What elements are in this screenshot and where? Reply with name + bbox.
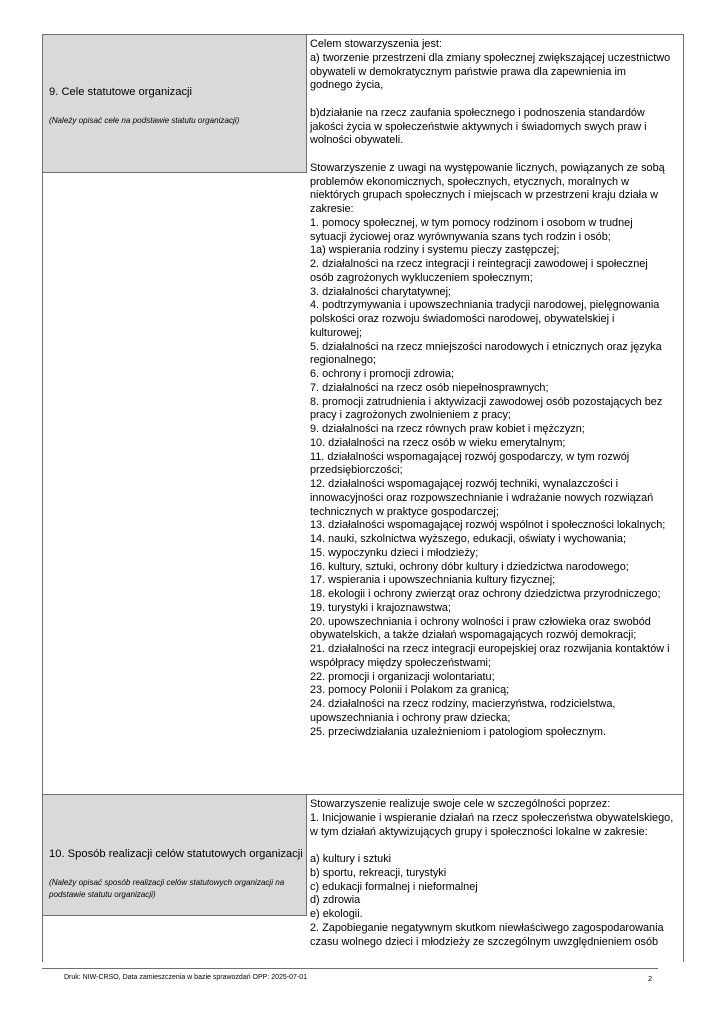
section-9-text: [310, 38, 681, 739]
text-line: 16. kultury, sztuki, ochrony dóbr kultury i dziedzictwa narodowego;: [310, 560, 629, 573]
text-line: d) zdrowia: [310, 894, 361, 907]
text-line: 19. turystyki i krajoznawstwa;: [310, 601, 452, 614]
text-line: pracy i zagrożonych zwolnieniem z pracy;: [310, 409, 511, 422]
section-9-hint: (Należy opisać cele na podstawie statutu organizacji): [49, 116, 240, 125]
text-line: sytuacji życiowej oraz wyrównywania szans tych rodzin i osób;: [310, 230, 611, 243]
text-line: innowacyjności oraz rozpowszechnianie i wdrażanie nowych rozwiązań: [310, 491, 654, 504]
text-line: 2. Zapobieganie negatywnym skutkom niewłaściwego zagospodarowania: [310, 921, 664, 934]
section-9-content-cell: [307, 34, 684, 794]
text-line: czasu wolnego dzieci i młodzieży ze szczególnym uwzględnieniem osób: [310, 935, 659, 948]
section-9-row: [42, 34, 684, 794]
text-line: 10. działalności na rzecz osób w wieku emerytalnym;: [310, 436, 566, 449]
text-line: 15. wypoczynku dzieci i młodzieży;: [310, 546, 479, 559]
text-line: e) ekologii.: [310, 908, 363, 920]
text-line: c) edukacji formalnej i nieformalnej: [310, 880, 478, 893]
section-9-title: 9. Cele statutowe organizacji: [49, 86, 193, 98]
text-line: a) tworzenie przestrzeni dla zmiany społecznej zwiększającej uczestnictwo: [310, 51, 671, 64]
text-line: 5. działalności na rzecz mniejszości narodowych i etnicznych oraz języka: [310, 340, 662, 353]
text-line: b) sportu, rekreacji, turystyki: [310, 866, 447, 879]
text-line: godnego życia,: [310, 79, 384, 92]
text-line: b)działanie na rzecz zaufania społecznego i podnoszenia standardów: [310, 106, 645, 119]
text-line: 18. ekologii i ochrony zwierząt oraz ochrony dziedzictwa przyrodniczego;: [310, 588, 661, 600]
text-line: 13. działalności wspomagającej rozwój wspólnot i społeczności lokalnych;: [310, 519, 666, 532]
text-line: 9. działalności na rzecz równych praw kobiet i mężczyzn;: [310, 423, 585, 435]
text-line: polskości oraz rozwoju świadomości narodowej, obywatelskiej i: [310, 313, 615, 325]
text-line: współpracy między społeczeństwami;: [310, 656, 491, 669]
text-line: 11. działalności wspomagającej rozwój gospodarczy, w tym rozwój: [310, 450, 630, 463]
text-line: a) kultury i sztuki: [310, 853, 392, 865]
text-line: 1. pomocy społecznej, w tym pomocy rodzinom i osobom w trudnej: [310, 216, 633, 229]
text-line: 17. wspierania i upowszechniania kultury fizycznej;: [310, 574, 556, 587]
text-line: 14. nauki, szkolnictwa wyższego, edukacji, oświaty i wychowania;: [310, 533, 626, 545]
text-line: 25. przeciwdziałania uzależnieniom i patologiom społecznym.: [310, 725, 607, 738]
section-9-label-cell: [42, 34, 307, 173]
text-line: technicznych w praktyce gospodarczej;: [310, 505, 499, 518]
section-10-text: [310, 798, 681, 949]
text-line: obywateli w demokratycznym państwie prawa dla zapewnienia im: [310, 65, 626, 78]
text-line: 1a) wspierania rodziny i systemu pieczy zastępczej;: [310, 244, 560, 257]
text-line: 7. działalności na rzecz osób niepełnosprawnych;: [310, 381, 549, 394]
text-line: Stowarzyszenie z uwagi na występowanie licznych, powiązanych ze sobą: [310, 161, 665, 174]
section-10-content-cell: [307, 794, 684, 962]
section-10-label-cell: [42, 794, 307, 916]
text-line: 23. pomocy Polonii i Polakom za granicą;: [310, 684, 510, 697]
text-line: osób zagrożonych wykluczeniem społecznym;: [310, 271, 533, 284]
section-10-hint: (Należy opisać sposób realizacji celów statutowych organizacji na podstawie statutu organizacji): [49, 878, 285, 899]
text-line: przedsiębiorczości;: [310, 464, 403, 477]
text-line: 22. promocji i organizacji wolontariatu;: [310, 670, 495, 683]
blank-line: [310, 839, 681, 853]
blank-line: [310, 148, 681, 162]
text-line: w tym działań aktywizujących grupy i społeczności lokalne w zakresie:: [310, 825, 648, 838]
page-number: 2: [648, 974, 653, 983]
text-line: 20. upowszechniania i ochrony wolności i praw człowieka oraz swobód: [310, 615, 651, 628]
text-line: 8. promocji zatrudnienia i aktywizacji zawodowej osób pozostających bez: [310, 395, 663, 408]
text-line: wolności obywateli.: [310, 134, 404, 147]
text-line: 1. Inicjowanie i wspieranie działań na rzecz społeczeństwa obywatelskiego,: [310, 811, 674, 824]
text-line: regionalnego;: [310, 354, 377, 367]
blank-line: [310, 93, 681, 107]
text-line: upowszechniania i ochrony praw dziecka;: [310, 711, 511, 724]
text-line: problemów ekonomicznych, społecznych, etycznych, moralnych w: [310, 175, 629, 188]
footer-divider: [42, 968, 658, 969]
text-line: Stowarzyszenie realizuje swoje cele w szczególności poprzez:: [310, 798, 611, 810]
text-line: 24. działalności na rzecz rodziny, macierzyństwa, rodzicielstwa,: [310, 698, 616, 710]
section-10-title: 10. Sposób realizacji celów statutowych organizacji: [49, 848, 303, 860]
text-line: 21. działalności na rzecz integracji europejskiej oraz rozwijania kontaktów i: [310, 643, 670, 655]
text-line: 12. działalności wspomagającej rozwój techniki, wynalazczości i: [310, 478, 619, 490]
text-line: jakości życia w społeczeństwie aktywnych i świadomych swych praw i: [310, 120, 647, 133]
text-line: Celem stowarzyszenia jest:: [310, 38, 442, 50]
text-line: 3. działalności charytatywnej;: [310, 285, 452, 298]
text-line: zakresie:: [310, 203, 354, 215]
text-line: kulturowej;: [310, 326, 363, 339]
section-10-row: [42, 794, 684, 962]
text-line: 2. działalności na rzecz integracji i reintegracji zawodowej i społecznej: [310, 258, 648, 270]
text-line: 6. ochrony i promocji zdrowia;: [310, 368, 455, 380]
text-line: 4. podtrzymywania i upowszechniania tradycji narodowej, pielęgnowania: [310, 299, 660, 312]
text-line: niektórych grupach społecznych i miejscach w przestrzeni kraju działa w: [310, 189, 659, 202]
footer-print-info: Druk: NIW-CRSO, Data zamieszczenia w bazie sprawozdań OPP: 2025-07-01: [64, 974, 308, 981]
text-line: obywatelskich, a także działań wspomagających rozwój demokracji;: [310, 629, 637, 642]
